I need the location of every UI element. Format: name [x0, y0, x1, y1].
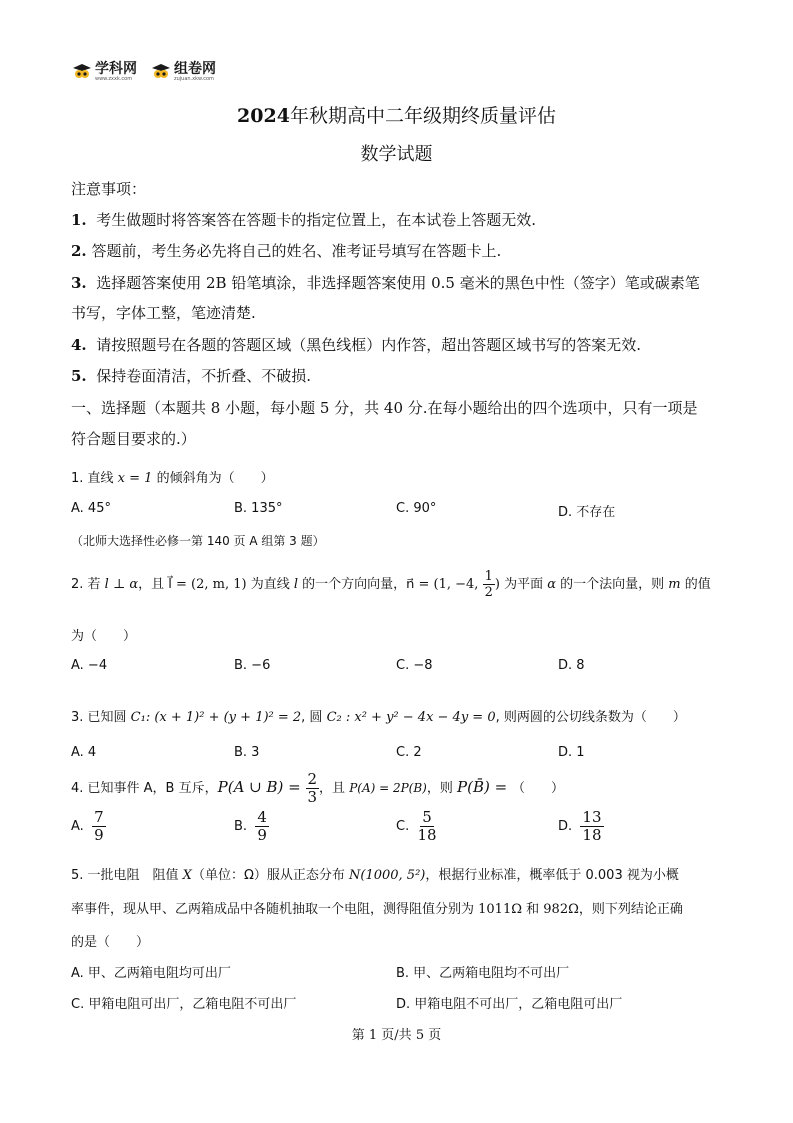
question-5-continued: 率事件，现从甲、乙两箱成品中各随机抽取一个电阻，测得阻值分别为 1011Ω 和 982Ω，则下列结论正确 — [71, 902, 683, 917]
question-1: 1. 直线 x = 1 的倾斜角为（ ） — [71, 471, 274, 486]
q1-option-b: B. 135° — [234, 501, 283, 516]
question-5: 5. 一批电阻 阻值 X（单位：Ω）服从正态分布 N(1000, 5²)，根据行业标准，概率低于 0.003 视为小概 — [71, 868, 679, 883]
logo-xuekewang — [72, 62, 137, 82]
exam-year: 2024 — [237, 105, 290, 127]
question-3: 3. 已知圆 C₁: (x + 1)² + (y + 1)² = 2, 圆 C₂ : x² + y² − 4x − 4y = 0, 则两圆的公切线条数为（ ） — [71, 710, 686, 725]
fraction: $\frac{2}{3}$ — [307, 770, 318, 806]
q1-option-c: C. 90° — [396, 501, 437, 516]
notice-item: 3. 选择题答案使用 2B 铅笔填涂，非选择题答案使用 0.5 毫米的黑色中性（签字）笔或碳素笔 — [71, 274, 700, 292]
logo-zujuanwang — [151, 62, 216, 82]
fraction: $\frac{13}{18}$ — [582, 808, 602, 844]
q5-option-a: A. 甲、乙两箱电阻均可出厂 — [71, 966, 231, 981]
q2-option-d: D. 8 — [558, 658, 585, 673]
notice-item: 4. 请按照题号在各题的答题区域（黑色线框）内作答，超出答题区域书写的答案无效. — [71, 336, 641, 354]
q1-option-a: A. 45° — [71, 501, 111, 516]
q5-option-b: B. 甲、乙两箱电阻均不可出厂 — [396, 966, 570, 981]
q4-option-c: C. $\frac{5}{18}$ — [396, 808, 437, 844]
q5-option-c: C. 甲箱电阻可出厂，乙箱电阻不可出厂 — [71, 997, 297, 1012]
q4-option-b: B. $\frac{4}{9}$ — [234, 808, 267, 844]
header-logos — [72, 59, 216, 85]
question-2-continued: 为（ ） — [71, 629, 137, 644]
logo-url: zujuan.xkw.com — [174, 76, 214, 82]
logo-name: 学科网 — [95, 61, 137, 77]
question-4: 4. 已知事件 A，B 互斥，P(A ∪ B) = $\frac{2}{3}$ ，且 P(A) = 2P(B)，则 P(B̄) = （ ） — [71, 770, 564, 806]
exam-title-text: 年秋期高中二年级期终质量评估 — [289, 105, 556, 127]
logo-url: www.zxxk.com — [95, 76, 133, 82]
notice-item: 5. 保持卷面清洁，不折叠、不破损. — [71, 367, 311, 385]
exam-subtitle: 数学试题 — [360, 144, 433, 165]
logo-name: 组卷网 — [174, 61, 216, 77]
section-heading: 一、选择题（本题共 8 小题，每小题 5 分，共 40 分.在每小题给出的四个选项中，只有一项是 — [71, 399, 698, 417]
question-2: 2. 若 l ⊥ α，且 l⃗ = (2, m, 1) 为直线 l 的一个方向向量，n⃗ = (1, −4, $\frac{1}{2}$ ) 为平面 α 的一个法向量，则 m 的值 — [71, 569, 711, 600]
page-footer: 第 1 页/共 5 页 — [351, 1028, 442, 1043]
fraction: $\frac{7}{9}$ — [94, 808, 104, 844]
q4-option-a: A. $\frac{7}{9}$ — [71, 808, 104, 844]
math-expression: x = 1 — [117, 471, 153, 486]
q3-option-b: B. 3 — [234, 745, 260, 760]
exam-title — [0, 101, 793, 128]
question-5-continued: 的是（ ） — [71, 935, 150, 950]
q2-option-a: A. −4 — [71, 658, 108, 673]
q1-option-d: D. 不存在 — [558, 505, 616, 520]
fraction: $\frac{5}{18}$ — [417, 808, 437, 844]
fraction: $\frac{4}{9}$ — [257, 808, 267, 844]
q5-option-d: D. 甲箱电阻不可出厂，乙箱电阻可出厂 — [396, 997, 623, 1012]
q3-option-a: A. 4 — [71, 745, 97, 760]
q3-option-c: C. 2 — [396, 745, 422, 760]
q3-option-d: D. 1 — [558, 745, 585, 760]
fraction: $\frac{1}{2}$ — [484, 569, 493, 600]
notice-item-continued: 书写，字体工整，笔迹清楚. — [71, 304, 256, 322]
section-heading-continued: 符合题目要求的.） — [71, 430, 196, 448]
notice-item: 1. 考生做题时将答案答在答题卡的指定位置上，在本试卷上答题无效. — [71, 211, 536, 229]
q2-option-c: C. −8 — [396, 658, 433, 673]
q1-source: （北师大选择性必修一第 140 页 A 组第 3 题） — [71, 534, 325, 548]
owl-logo-icon — [72, 63, 92, 81]
owl-logo-icon — [151, 63, 171, 81]
notice-item: 2. 答题前，考生务必先将自己的姓名、准考证号填写在答题卡上. — [71, 242, 502, 260]
notice-heading: 注意事项： — [71, 180, 147, 198]
q2-option-b: B. −6 — [234, 658, 271, 673]
q4-option-d: D. $\frac{13}{18}$ — [558, 808, 602, 844]
